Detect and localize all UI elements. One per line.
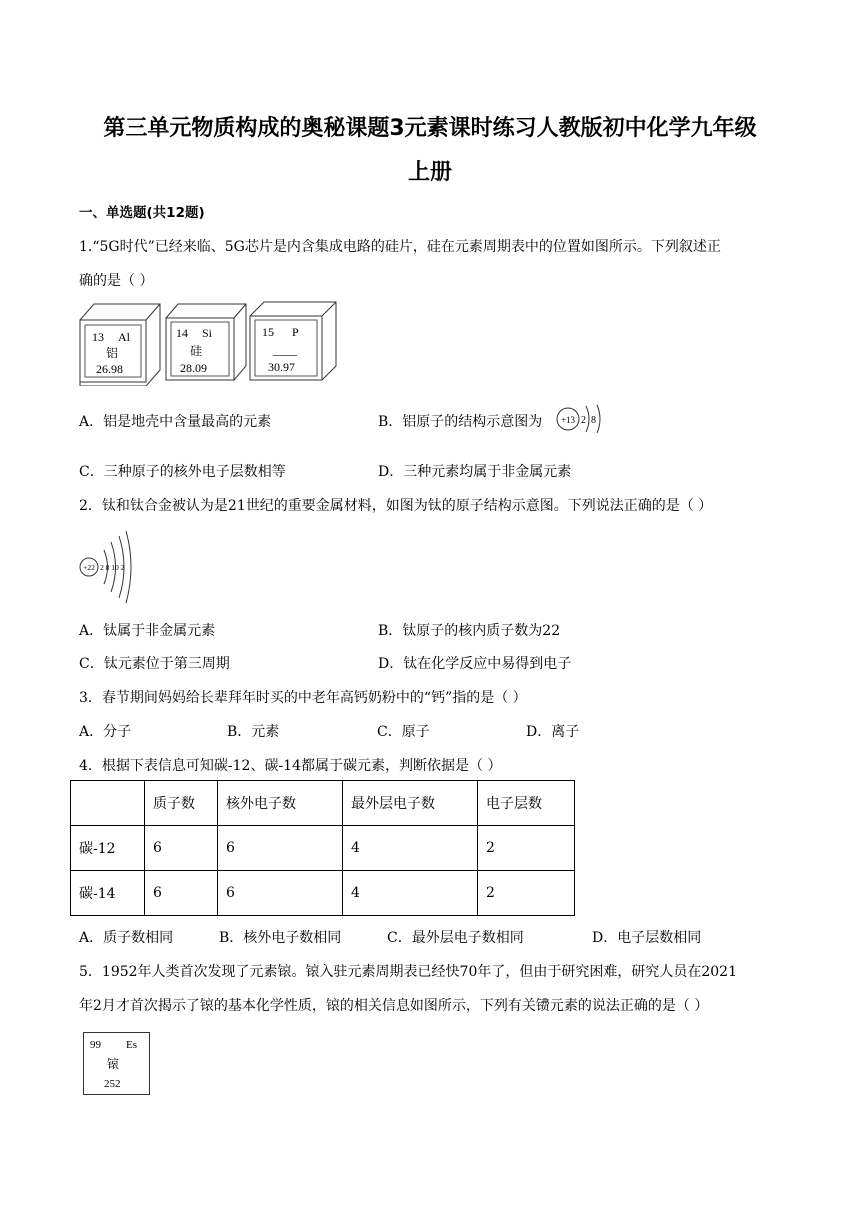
q5-stem-line2: 年2月才首次揭示了锿的基本化学性质，锿的相关信息如图所示，下列有关镄元素的说法正确的是（ ） bbox=[79, 998, 709, 1014]
table-cell: 碳-12 bbox=[71, 826, 145, 871]
q1-al-atom-diagram bbox=[555, 402, 607, 436]
q2-ti-atom-diagram bbox=[78, 530, 136, 604]
cell-p-number: 15 bbox=[262, 325, 274, 339]
q1-option-d: D．三种元素均属于非金属元素 bbox=[378, 464, 572, 480]
q1-al-nucleus: +13 bbox=[560, 415, 576, 425]
table-cell: 2 bbox=[478, 871, 575, 916]
table-header-cell: 核外电子数 bbox=[218, 781, 343, 826]
cell-al-mass: 26.98 bbox=[96, 362, 123, 376]
q1-periodic-cells-figure bbox=[78, 300, 338, 386]
q3-stem: 3．春节期间妈妈给长辈拜年时买的中老年高钙奶粉中的“钙”指的是（ ） bbox=[79, 690, 527, 706]
q4-option-d: D．电子层数相同 bbox=[592, 930, 702, 946]
q2-stem: 2．钛和钛合金被认为是21世纪的重要金属材料，如图为钛的原子结构示意图。下列说法正确的是（ ） bbox=[79, 498, 713, 514]
table-header-row bbox=[71, 781, 575, 826]
table-row bbox=[71, 871, 575, 916]
q2-ti-nucleus: +22 bbox=[83, 563, 95, 572]
q2-option-a: A．钛属于非金属元素 bbox=[79, 623, 216, 639]
q1-option-a: A．铝是地壳中含量最高的元素 bbox=[79, 414, 272, 430]
es-number: 99 bbox=[90, 1039, 101, 1051]
q3-option-a: A．分子 bbox=[79, 724, 132, 740]
q2-ti-shells: 2 8 10 2 bbox=[100, 563, 125, 572]
table-cell: 碳-14 bbox=[71, 871, 145, 916]
q4-option-c: C．最外层电子数相同 bbox=[387, 930, 524, 946]
table-cell: 2 bbox=[478, 826, 575, 871]
cell-p-mass: 30.97 bbox=[268, 360, 295, 374]
table-cell: 6 bbox=[218, 871, 343, 916]
table-cell: 4 bbox=[343, 871, 478, 916]
cell-p-name-blank: ____ bbox=[273, 343, 297, 357]
table-cell: 6 bbox=[145, 871, 218, 916]
cell-p-symbol: P bbox=[292, 325, 299, 339]
q5-es-cell-figure bbox=[83, 1032, 150, 1095]
es-symbol: Es bbox=[126, 1039, 137, 1051]
q3-option-c: C．原子 bbox=[377, 724, 430, 740]
q1-al-shells: 2 8 bbox=[581, 415, 596, 426]
cell-al-name: 铝 bbox=[106, 346, 119, 360]
table-cell: 4 bbox=[343, 826, 478, 871]
table-header-cell: 质子数 bbox=[145, 781, 218, 826]
q2-option-c: C．钛元素位于第三周期 bbox=[79, 656, 230, 672]
table-header-cell: 电子层数 bbox=[478, 781, 575, 826]
q4-stem: 4．根据下表信息可知碳-12、碳-14都属于碳元素，判断依据是（ ） bbox=[79, 758, 502, 774]
q1-option-b: B．铝原子的结构示意图为 bbox=[378, 414, 543, 430]
q4-option-b: B．核外电子数相同 bbox=[219, 930, 342, 946]
cell-si-mass: 28.09 bbox=[180, 361, 207, 375]
table-header-cell: 最外层电子数 bbox=[343, 781, 478, 826]
table-cell: 6 bbox=[145, 826, 218, 871]
cell-si-symbol: Si bbox=[202, 326, 213, 340]
table-cell: 6 bbox=[218, 826, 343, 871]
cell-si-name: 硅 bbox=[190, 344, 203, 358]
q2-option-d: D．钛在化学反应中易得到电子 bbox=[378, 656, 572, 672]
q2-option-b: B．钛原子的核内质子数为22 bbox=[378, 623, 561, 639]
q4-option-a: A．质子数相同 bbox=[79, 930, 174, 946]
q1-stem-line2: 确的是（ ） bbox=[79, 273, 154, 289]
cell-si-number: 14 bbox=[176, 326, 188, 340]
q5-stem-line1: 5．1952年人类首次发现了元素锿。锿入驻元素周期表已经快70年了，但由于研究困难，研究人员在2021 bbox=[79, 964, 737, 980]
q3-option-d: D．离子 bbox=[526, 724, 580, 740]
q1-option-c: C．三种原子的核外电子层数相等 bbox=[79, 464, 286, 480]
table-row bbox=[71, 826, 575, 871]
q4-table bbox=[70, 780, 575, 916]
es-name: 锿 bbox=[107, 1057, 120, 1071]
table-header-cell bbox=[71, 781, 145, 826]
section-heading: 一、单选题(共12题) bbox=[79, 205, 205, 221]
q3-option-b: B．元素 bbox=[227, 724, 280, 740]
page-title-line1: 第三单元物质构成的奥秘课题3元素课时练习人教版初中化学九年级 bbox=[103, 116, 757, 141]
page-title-line2: 上册 bbox=[407, 160, 452, 185]
cell-al-symbol: Al bbox=[118, 330, 130, 344]
q1-stem-line1: 1.“5G时代”已经来临、5G芯片是内含集成电路的硅片，硅在元素周期表中的位置如图所示。下列叙述正 bbox=[79, 239, 721, 255]
es-mass: 252 bbox=[104, 1078, 121, 1090]
cell-al-number: 13 bbox=[92, 330, 104, 344]
